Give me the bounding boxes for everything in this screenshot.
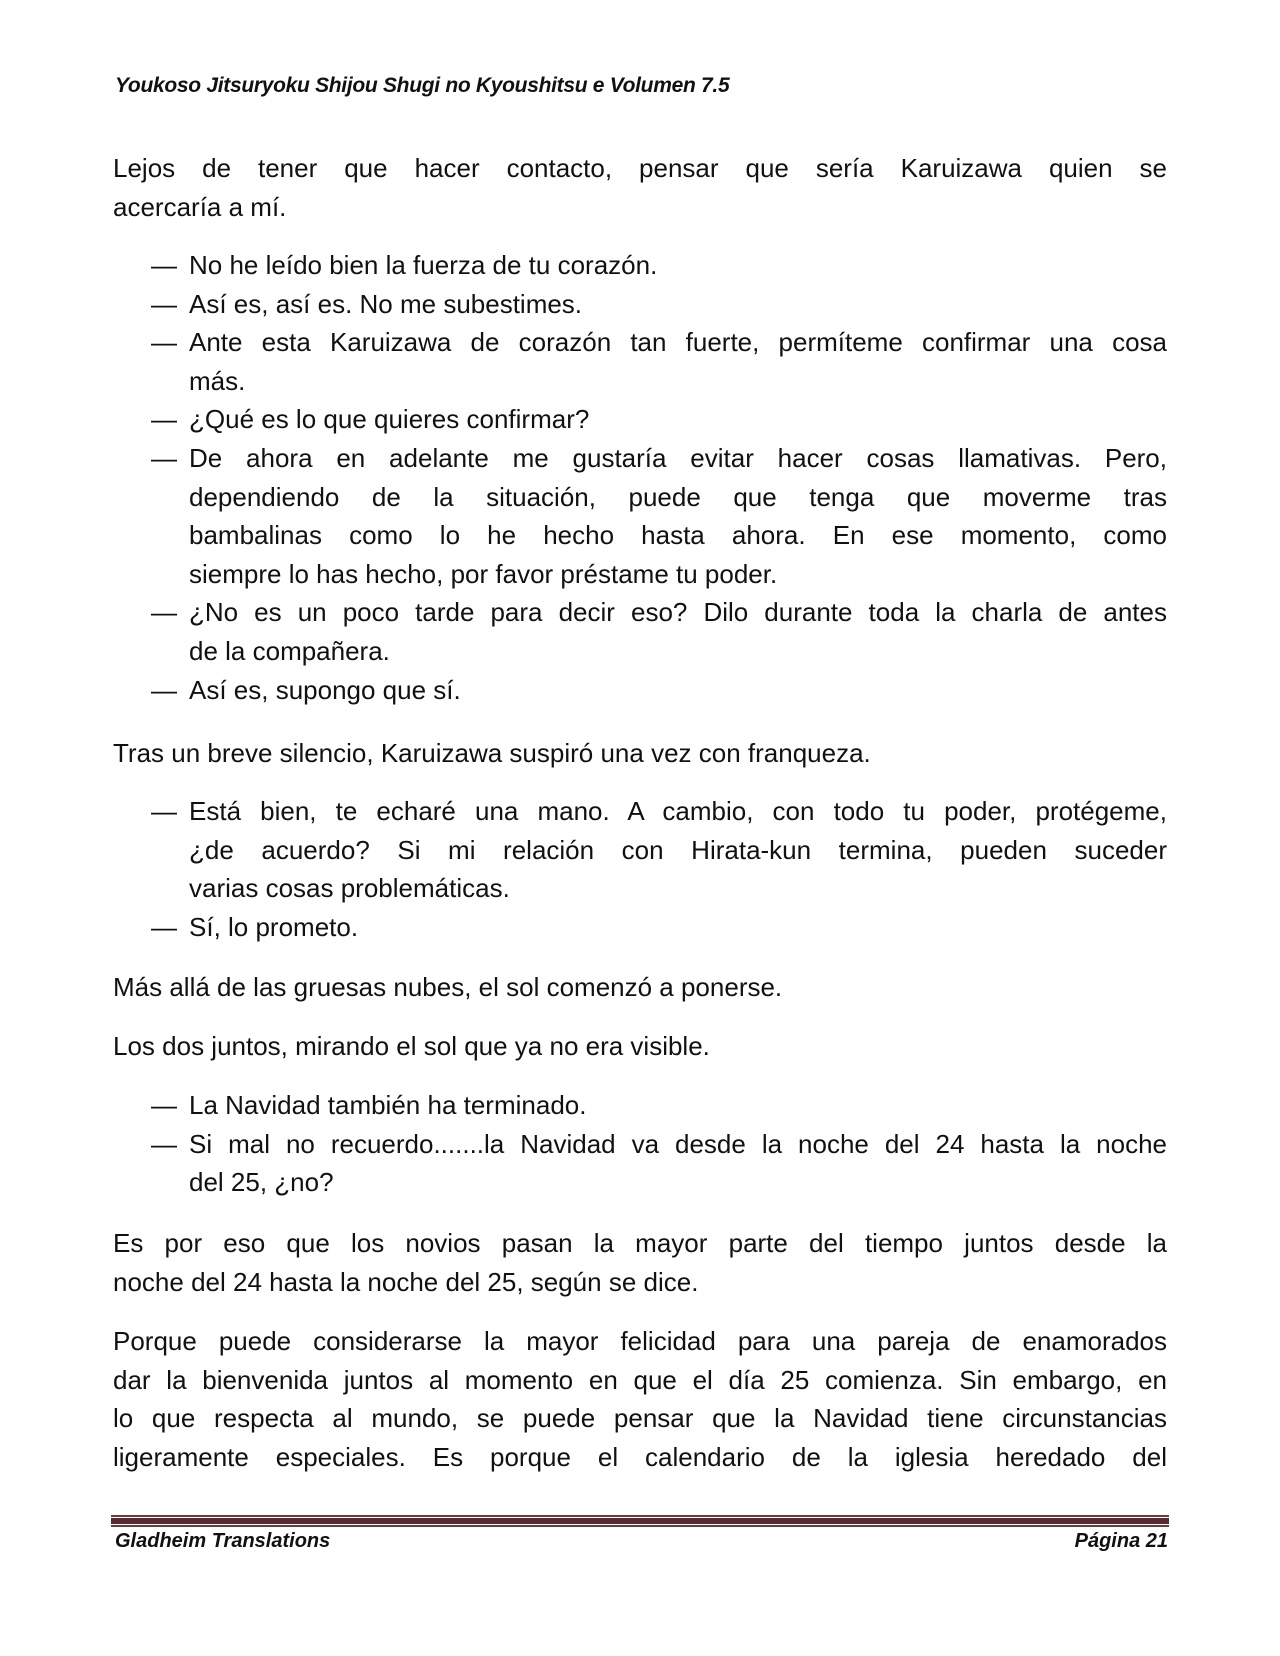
dialogue-line [113,400,1167,439]
text-line: ¿Qué es lo que quieres confirmar? [189,404,590,435]
dialogue-line [113,593,1167,670]
em-dash: — [151,1128,177,1159]
dialogue-line [113,246,1167,285]
paragraph [113,734,1167,773]
text-line: del 25, ¿no? [189,1167,334,1198]
text-line: Es por eso que los novios pasan la mayor parte del tiempo juntos desde la [113,1228,1167,1258]
dialogue-line [113,1125,1167,1202]
text-line: Así es, así es. No me subestimes. [189,288,583,319]
text-line: No he leído bien la fuerza de tu corazón. [189,250,658,280]
em-dash: — [151,250,177,280]
text-line: dar la bienvenida juntos al momento en que el día 25 comienza. Sin embargo, en [113,1364,1167,1395]
paragraph [113,149,1167,226]
text-line: Tras un breve silencio, Karuizawa suspiró una vez con franqueza. [113,738,871,768]
dialogue-group [113,792,1167,946]
text-line: Está bien, te echaré una mano. A cambio, con todo tu poder, protégeme, [189,796,1167,826]
dialogue-line [113,792,1167,908]
dialogue-line [113,285,1167,324]
text-line: ligeramente especiales. Es porque el calendario de la iglesia heredado del [113,1441,1167,1472]
footer-rule [111,1515,1169,1527]
text-line: noche del 24 hasta la noche del 25, según se dice. [113,1266,699,1297]
text-line: Sí, lo prometo. [189,911,359,942]
text-line: más. [189,365,246,396]
text-line: ¿No es un poco tarde para decir eso? Dilo durante toda la charla de antes [189,597,1167,628]
text-line: Lejos de tener que hacer contacto, pensar que sería Karuizawa quien se [113,153,1167,183]
em-dash: — [151,674,177,705]
text-line: Más allá de las gruesas nubes, el sol comenzó a ponerse. [113,972,783,1002]
em-dash: — [151,796,177,826]
dialogue-line [113,908,1167,947]
page-number: Página 21 [1074,1530,1168,1552]
text-line: ¿de acuerdo? Si mi relación con Hirata-kun termina, pueden suceder [189,834,1167,865]
text-line: bambalinas como lo he hecho hasta ahora. En ese momento, como [189,520,1167,551]
dialogue-line [113,671,1167,710]
paragraph [113,968,1167,1007]
em-dash: — [151,327,177,358]
dialogue-line [113,1086,1167,1125]
dialogue-group [113,1086,1167,1202]
text-line: Si mal no recuerdo.......la Navidad va desde la noche del 24 hasta la noche [189,1128,1167,1159]
em-dash: — [151,911,177,942]
text-line: Porque puede considerarse la mayor felicidad para una pareja de enamorados [113,1326,1167,1356]
em-dash: — [151,1090,177,1120]
text-line: siempre lo has hecho, por favor préstame tu poder. [189,558,778,589]
paragraph [113,1027,1167,1066]
text-line: Así es, supongo que sí. [189,674,461,705]
em-dash: — [151,442,177,473]
footer-publisher: Gladheim Translations [115,1530,331,1552]
text-line: dependiendo de la situación, puede que tenga que moverme tras [189,481,1167,512]
dialogue-group [113,246,1167,709]
text-line: acercaría a mí. [113,191,287,222]
paragraph [113,1224,1167,1301]
dialogue-line [113,323,1167,400]
text-line: La Navidad también ha terminado. [189,1090,587,1120]
em-dash: — [151,404,177,435]
text-line: Ante esta Karuizawa de corazón tan fuerte, permíteme confirmar una cosa [189,327,1167,358]
text-line: de la compañera. [189,635,390,666]
em-dash: — [151,288,177,319]
text-line: varias cosas problemáticas. [189,873,510,904]
dialogue-line [113,439,1167,593]
text-line: Los dos juntos, mirando el sol que ya no era visible. [113,1031,710,1061]
em-dash: — [151,597,177,628]
text-line: lo que respecta al mundo, se puede pensar que la Navidad tiene circunstancias [113,1403,1167,1434]
text-line: De ahora en adelante me gustaría evitar hacer cosas llamativas. Pero, [189,442,1167,473]
paragraph [113,1322,1167,1476]
running-header: Youkoso Jitsuryoku Shijou Shugi no Kyoushitsu e Volumen 7.5 [115,74,730,97]
